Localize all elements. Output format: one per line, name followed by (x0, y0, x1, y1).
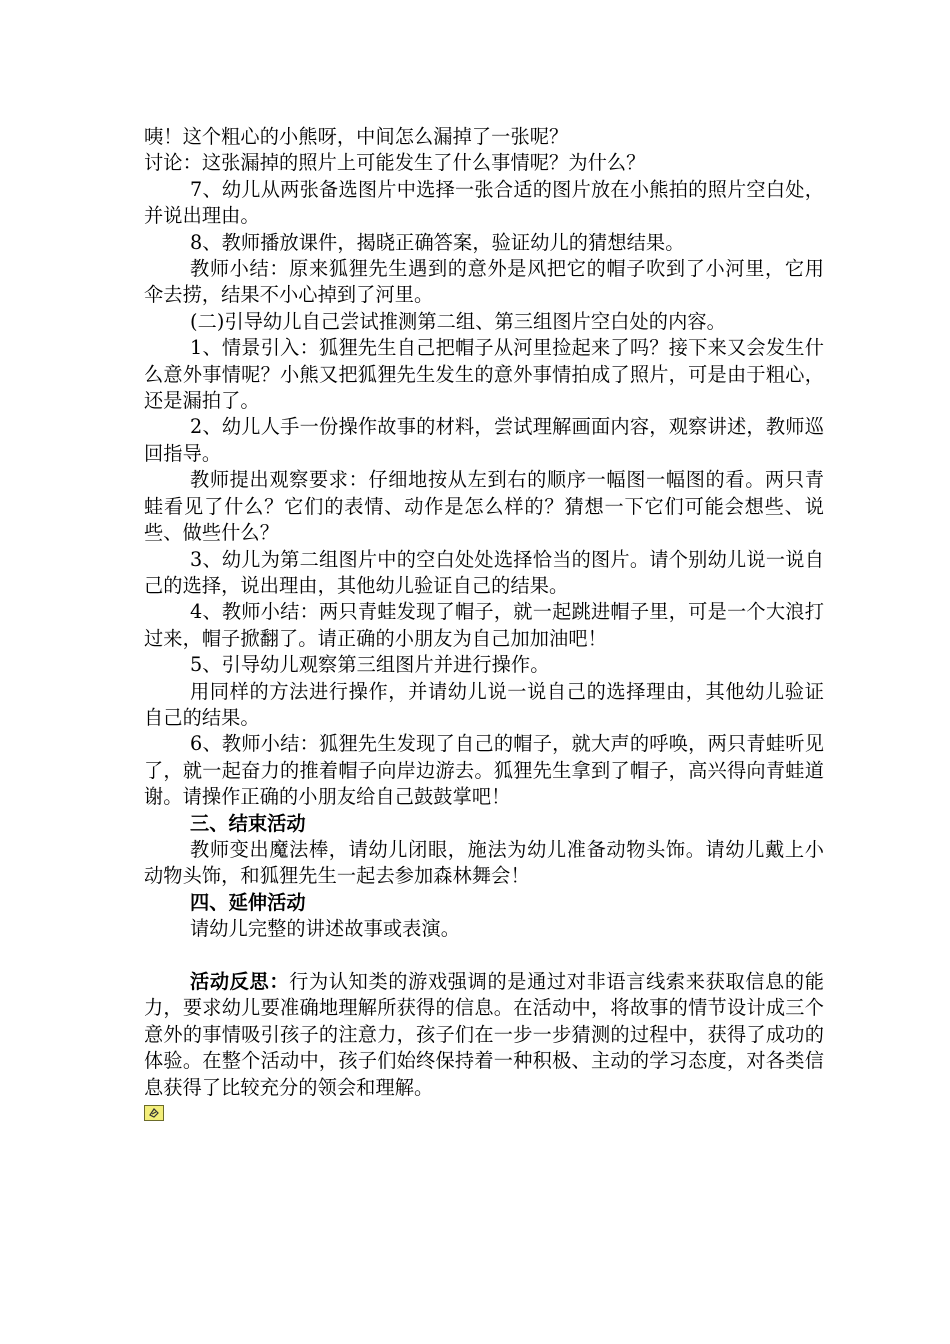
paragraph: 5、引导幼儿观察第三组图片并进行操作。 (190, 653, 550, 677)
document-link-icon[interactable] (144, 1105, 164, 1121)
section-heading: 三、结束活动 (190, 811, 306, 835)
paragraph: 教师变出魔法棒，请幼儿闭眼，施法为幼儿准备动物头饰。请幼儿戴上小动物头饰，和狐狸先生一起去参加森林舞会！ (144, 837, 824, 888)
reflection-paragraph (144, 969, 824, 1101)
paragraph: 8、教师播放课件，揭晓正确答案，验证幼儿的猜想结果。 (190, 230, 685, 254)
paragraph: 3、幼儿为第二组图片中的空白处处选择恰当的图片。请个别幼儿说一说自己的选择，说出理由，其他幼儿验证自己的结果。 (144, 547, 824, 597)
paragraph: (二)引导幼儿自己尝试推测第二组、第三组图片空白处的内容。 (190, 309, 726, 333)
paragraph: 6、教师小结：狐狸先生发现了自己的帽子，就大声的呼唤，两只青蛙听见了，就一起奋力的推着帽子向岸边游去。狐狸先生拿到了帽子，高兴得向青蛙道谢。请操作正确的小朋友给自己鼓鼓掌吧！ (144, 732, 824, 809)
paragraph: 2、幼儿人手一份操作故事的材料，尝试理解画面内容，观察讲述，教师巡回指导。 (144, 415, 824, 465)
document-page (144, 124, 824, 1125)
document-body (144, 124, 824, 943)
paragraph: 7、幼儿从两张备选图片中选择一张合适的图片放在小熊拍的照片空白处，并说出理由。 (144, 177, 824, 228)
paragraph: 咦！这个粗心的小熊呀，中间怎么漏掉了一张呢？ (144, 125, 569, 148)
paragraph: 1、情景引入：狐狸先生自己把帽子从河里捡起来了吗？接下来又会发生什么意外事情呢？小熊又把狐狸先生发生的意外事情拍成了照片，可是由于粗心，还是漏拍了。 (144, 336, 824, 413)
paragraph: 教师提出观察要求：仔细地按从左到右的顺序一幅图一幅图的看。两只青蛙看见了什么？它们的表情、动作是怎么样的？猜想一下它们可能会想些、说些、做些什么？ (144, 468, 824, 545)
paragraph: 请幼儿完整的讲述故事或表演。 (190, 917, 461, 941)
paragraph: 教师小结：原来狐狸先生遇到的意外是风把它的帽子吹到了小河里，它用伞去捞，结果不小心掉到了河里。 (144, 257, 824, 307)
blank-line (144, 943, 824, 969)
paragraph: 讨论：这张漏掉的照片上可能发生了什么事情呢？为什么？ (144, 151, 646, 175)
reflection-label: 活动反思： (190, 969, 290, 993)
paragraph: 用同样的方法进行操作，并请幼儿说一说自己的选择理由，其他幼儿验证自己的结果。 (144, 679, 824, 729)
paragraph: 4、教师小结：两只青蛙发现了帽子，就一起跳进帽子里，可是一个大浪打过来，帽子掀翻了。请正确的小朋友为自己加加油吧！ (144, 600, 824, 650)
section-heading: 四、延伸活动 (190, 890, 306, 914)
reflection-text: 行为认知类的游戏强调的是通过对非语言线索来获取信息的能力，要求幼儿要准确地理解所获得的信息。在活动中，将故事的情节设计成三个意外的事情吸引孩子的注意力，孩子们在一步一步猜测的过程中，获得了成功的体验。在整个活动中，孩子们始终保持着一种积极、主动的学习态度，对各类信息获得了比较充分的领会和理解。 (144, 969, 825, 1099)
